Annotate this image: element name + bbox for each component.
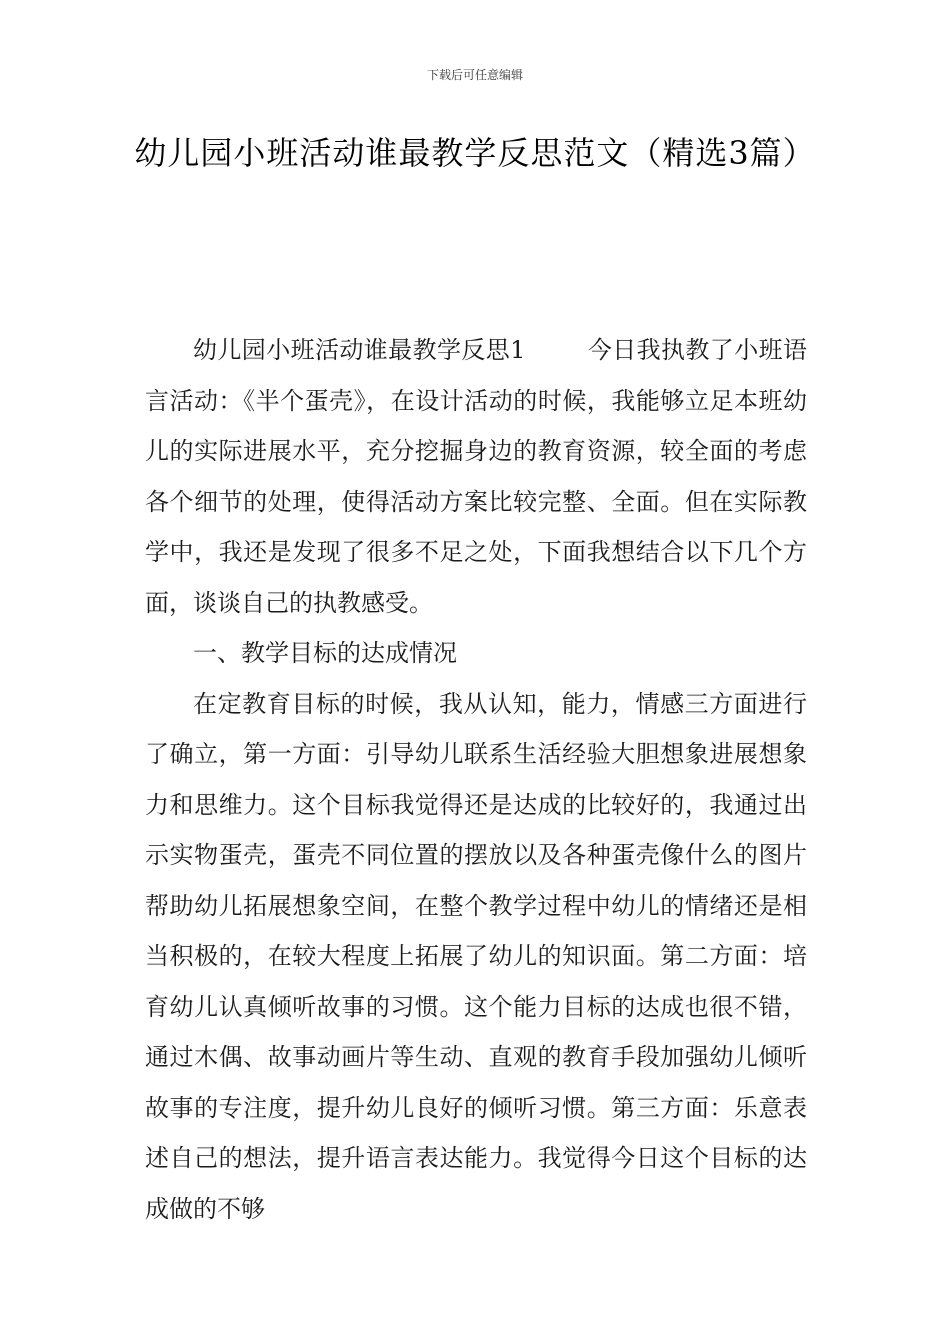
paragraph-1-text: 今日我执教了小班语言活动：《半个蛋壳》，在设计活动的时候，我能够立足本班幼儿的实际进展水平，充分挖掘身边的教育资源，较全面的考虑各个细节的处理，使得活动方案比较完整、全面。但在实际教学中，我还是发现了很多不足之处，下面我想结合以下几个方面，谈谈自己的执教感受。 xyxy=(145,336,807,617)
header-note: 下载后可任意编辑 xyxy=(426,68,523,82)
paragraph-1 xyxy=(145,325,807,628)
paragraph-2: 在定教育目标的时候，我从认知，能力，情感三方面进行了确立，第一方面：引导幼儿联系生活经验大胆想象进展想象力和思维力。这个目标我觉得还是达成的比较好的，我通过出示实物蛋壳，蛋壳不同位置的摆放以及各种蛋壳像什么的图片帮助幼儿拓展想象空间，在整个教学过程中幼儿的情绪还是相当积极的，在较大程度上拓展了幼儿的知识面。第二方面：培育幼儿认真倾听故事的习惯。这个能力目标的达成也很不错，通过木偶、故事动画片等生动、直观的教育手段加强幼儿倾听故事的专注度，提升幼儿良好的倾听习惯。第三方面：乐意表述自己的想法，提升语言表达能力。我觉得今日这个目标的达成做的不够 xyxy=(145,689,807,1223)
section-heading: 一、教学目标的达成情况 xyxy=(193,639,457,667)
document-body xyxy=(145,325,807,1234)
document-title: 幼儿园小班活动谁最教学反思范文（精选3篇） xyxy=(134,134,816,172)
article-heading: 幼儿园小班活动谁最教学反思1 xyxy=(193,336,526,364)
